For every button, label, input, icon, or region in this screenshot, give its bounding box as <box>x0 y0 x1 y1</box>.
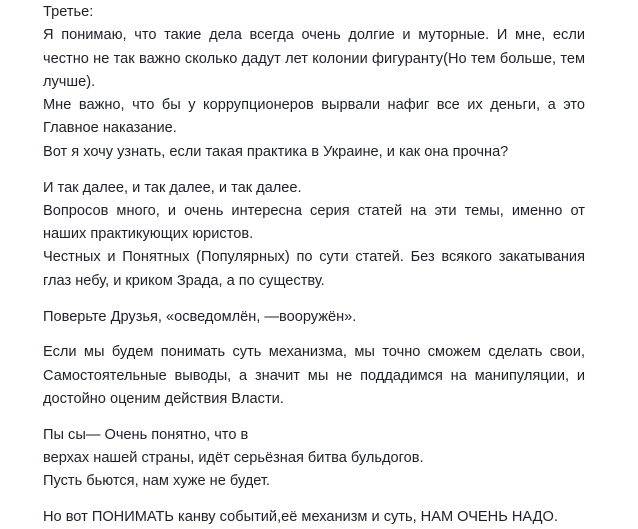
paragraph-line: Третье: <box>43 4 94 20</box>
paragraph-line: верхах нашей страны, идёт серьёзная битва бульдогов. <box>43 450 424 467</box>
paragraph-line: И так далее, и так далее, и так далее. <box>43 179 302 196</box>
paragraph-line: Честных и Понятных (Популярных) по сути статей. Без всякого закатывания глаз небу, и криком Зрада, а по существу. <box>43 249 585 289</box>
paragraph-line: Вопросов много, и очень интересна серия статей на эти темы, именно от наших практикующих юристов. <box>43 202 585 243</box>
paragraph-line: Пусть бьются, нам хуже не будет. <box>43 473 270 490</box>
paragraph-mechanism <box>43 341 585 411</box>
paragraph-line: Я понимаю, что такие дела всегда очень долгие и муторные. И мне, если честно не так важно сколько дадут лет колонии фигуранту(Но тем больше, тем лучше). <box>43 27 585 90</box>
paragraph-line: Поверьте Друзья, «осведомлён, —вооружён». <box>43 308 357 325</box>
paragraph-questions <box>43 177 585 293</box>
paragraph-line: Пы сы— Очень понятно, что в <box>43 426 249 443</box>
post-text <box>43 1 585 529</box>
paragraph-believe-friends <box>43 306 585 329</box>
paragraph-postscript <box>43 424 585 494</box>
paragraph-line: Но вот ПОНИМАТЬ канву событий,её механизм и суть, НАМ ОЧЕНЬ НАДО. <box>43 509 558 526</box>
paragraph-third <box>43 1 585 164</box>
paragraph-line: Если мы будем понимать суть механизма, мы точно сможем сделать свои, Самостоятельные выводы, а значит мы не поддадимся на манипуляции, и достойно оценим действия Власти. <box>43 344 585 407</box>
paragraph-line: Вот я хочу узнать, если такая практика в Украине, и как она прочна? <box>43 143 509 160</box>
paragraph-conclusion <box>43 506 585 529</box>
paragraph-line: Мне важно, что бы у коррупционеров вырвали нафиг все их деньги, а это Главное наказание. <box>43 97 585 137</box>
